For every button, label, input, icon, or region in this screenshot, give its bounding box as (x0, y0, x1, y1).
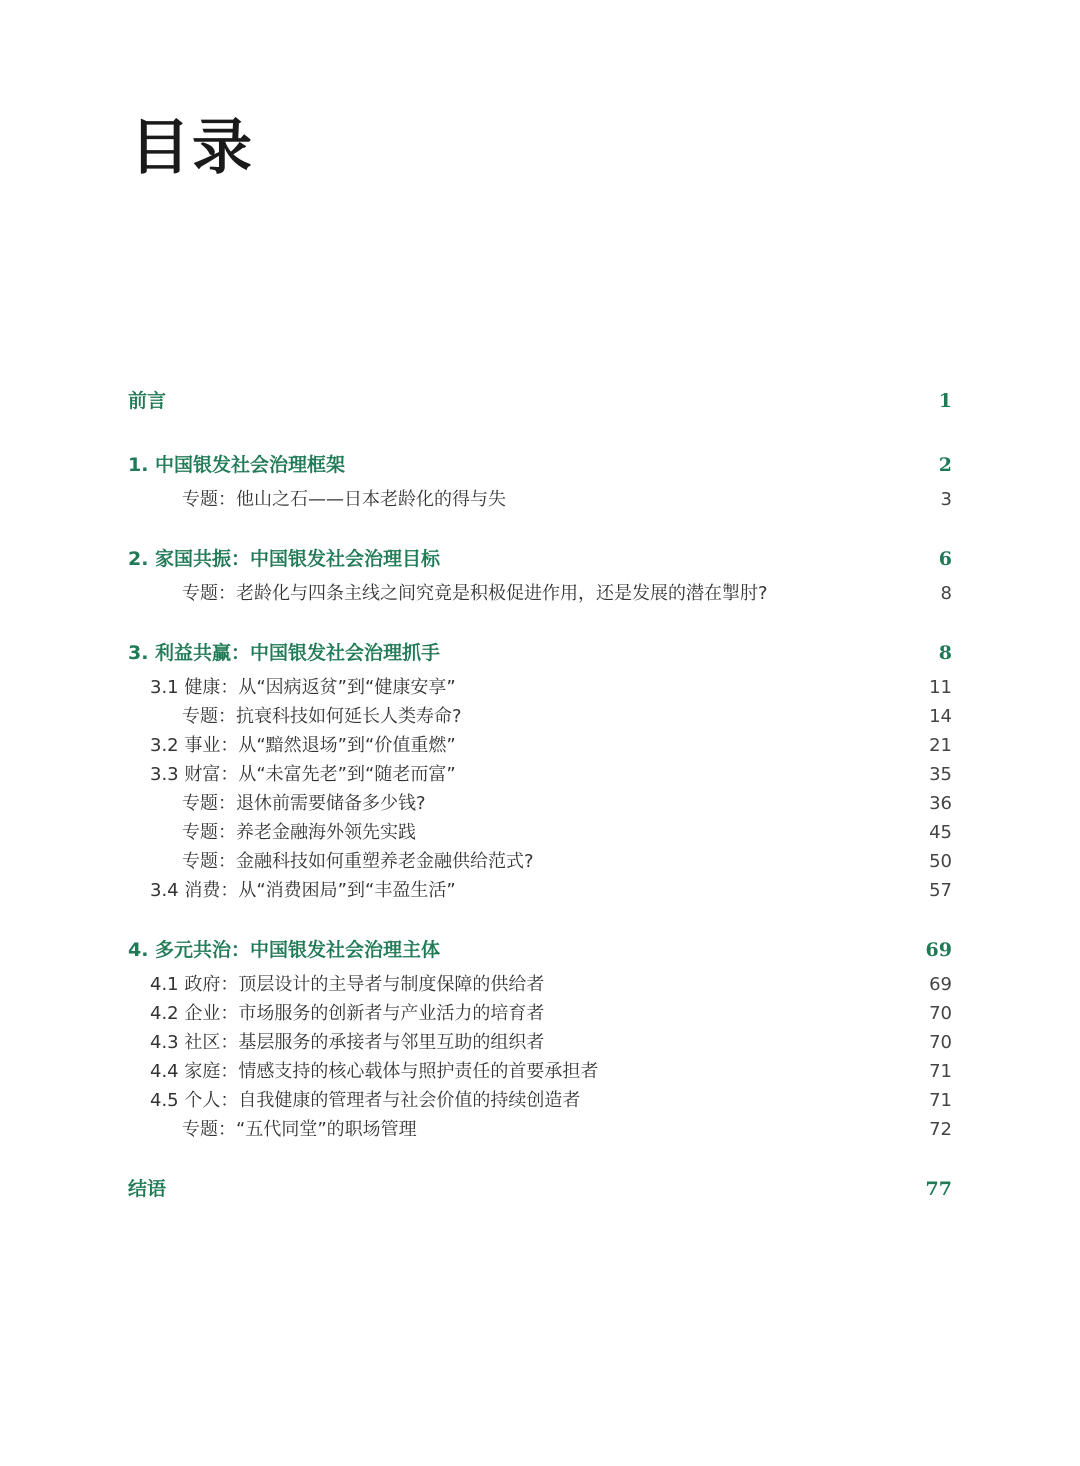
toc-entry-label: 4.3 社区：基层服务的承接者与邻里互助的组织者 (150, 1032, 545, 1053)
toc-entry-chapter-3[interactable] (128, 638, 952, 668)
toc-entry-label: 3.4 消费：从“消费困局”到“丰盈生活” (150, 880, 456, 901)
toc-entry-label: 2. 家国共振：中国银发社会治理目标 (128, 548, 441, 570)
toc-page-number: 72 (929, 1119, 952, 1140)
toc-entry-label: 4.1 政府：顶层设计的主导者与制度保障的供给者 (150, 974, 545, 995)
toc-entry-section-3-3[interactable] (128, 760, 952, 790)
toc-entry-label: 前言 (128, 390, 167, 412)
toc-entry-label: 3.3 财富：从“未富先老”到“随老而富” (150, 764, 456, 785)
toc-entry-topic[interactable] (128, 702, 952, 732)
toc-entry-section-4-1[interactable] (128, 970, 952, 1000)
toc-entry-preface[interactable] (128, 386, 952, 416)
toc-page-number: 8 (938, 642, 952, 664)
toc-entry-chapter-4[interactable] (128, 935, 952, 965)
toc-page-number: 3 (940, 489, 952, 510)
toc-entry-chapter-1[interactable] (128, 450, 952, 480)
toc-entry-topic[interactable] (128, 1115, 952, 1145)
toc-page-number: 21 (929, 735, 952, 756)
toc-entry-label: 1. 中国银发社会治理框架 (128, 454, 346, 476)
toc-page-number: 45 (929, 822, 952, 843)
toc-entry-topic[interactable] (128, 485, 952, 515)
toc-page-number: 50 (929, 851, 952, 872)
toc-page-number: 8 (940, 583, 952, 604)
toc-entry-label: 专题：抗衰科技如何延长人类寿命? (182, 706, 462, 727)
toc-entry-label: 专题：老龄化与四条主线之间究竟是积极促进作用，还是发展的潜在掣肘? (182, 583, 768, 604)
toc-page-number: 14 (929, 706, 952, 727)
toc-page-number: 11 (929, 677, 952, 698)
toc-entry-conclusion[interactable] (128, 1174, 952, 1204)
toc-page-number: 69 (929, 974, 952, 995)
page-title: 目录 (130, 113, 254, 183)
toc-entry-label: 结语 (128, 1178, 167, 1200)
toc-page-number: 57 (929, 880, 952, 901)
toc-entry-label: 3.1 健康：从“因病返贫”到“健康安享” (150, 677, 456, 698)
toc-entry-section-4-3[interactable] (128, 1028, 952, 1058)
toc-entry-topic[interactable] (128, 579, 952, 609)
toc-page-number: 70 (929, 1003, 952, 1024)
toc-page-number: 2 (938, 454, 952, 476)
toc-entry-label: 4.2 企业：市场服务的创新者与产业活力的培育者 (150, 1003, 545, 1024)
toc-entry-section-3-2[interactable] (128, 731, 952, 761)
toc-entry-label: 专题：退休前需要储备多少钱? (182, 793, 426, 814)
toc-entry-section-4-4[interactable] (128, 1057, 952, 1087)
toc-entry-section-3-1[interactable] (128, 673, 952, 703)
toc-page-number: 35 (929, 764, 952, 785)
toc-page-number: 71 (929, 1090, 952, 1111)
toc-entry-label: 专题：金融科技如何重塑养老金融供给范式? (182, 851, 534, 872)
toc-entry-topic[interactable] (128, 789, 952, 819)
toc-page-number: 36 (929, 793, 952, 814)
toc-entry-label: 4.4 家庭：情感支持的核心载体与照护责任的首要承担者 (150, 1061, 599, 1082)
toc-entry-label: 专题：养老金融海外领先实践 (182, 822, 416, 843)
toc-entry-label: 专题：他山之石——日本老龄化的得与失 (182, 489, 506, 510)
toc-page-number: 69 (925, 939, 952, 961)
toc-entry-label: 3.2 事业：从“黯然退场”到“价值重燃” (150, 735, 456, 756)
toc-page-number: 6 (938, 548, 952, 570)
toc-entry-label: 4. 多元共治：中国银发社会治理主体 (128, 939, 441, 961)
toc-entry-label: 4.5 个人：自我健康的管理者与社会价值的持续创造者 (150, 1090, 581, 1111)
toc-entry-section-4-5[interactable] (128, 1086, 952, 1116)
toc-entry-section-4-2[interactable] (128, 999, 952, 1029)
toc-entry-topic[interactable] (128, 847, 952, 877)
toc-entry-label: 3. 利益共赢：中国银发社会治理抓手 (128, 642, 441, 664)
toc-entry-chapter-2[interactable] (128, 544, 952, 574)
toc-entry-section-3-4[interactable] (128, 876, 952, 906)
toc-entry-label: 专题：“五代同堂”的职场管理 (182, 1119, 417, 1140)
toc-page-number: 1 (938, 390, 952, 412)
toc-page-number: 71 (929, 1061, 952, 1082)
toc-entry-topic[interactable] (128, 818, 952, 848)
toc-page-number: 70 (929, 1032, 952, 1053)
toc-page-number: 77 (925, 1178, 952, 1200)
